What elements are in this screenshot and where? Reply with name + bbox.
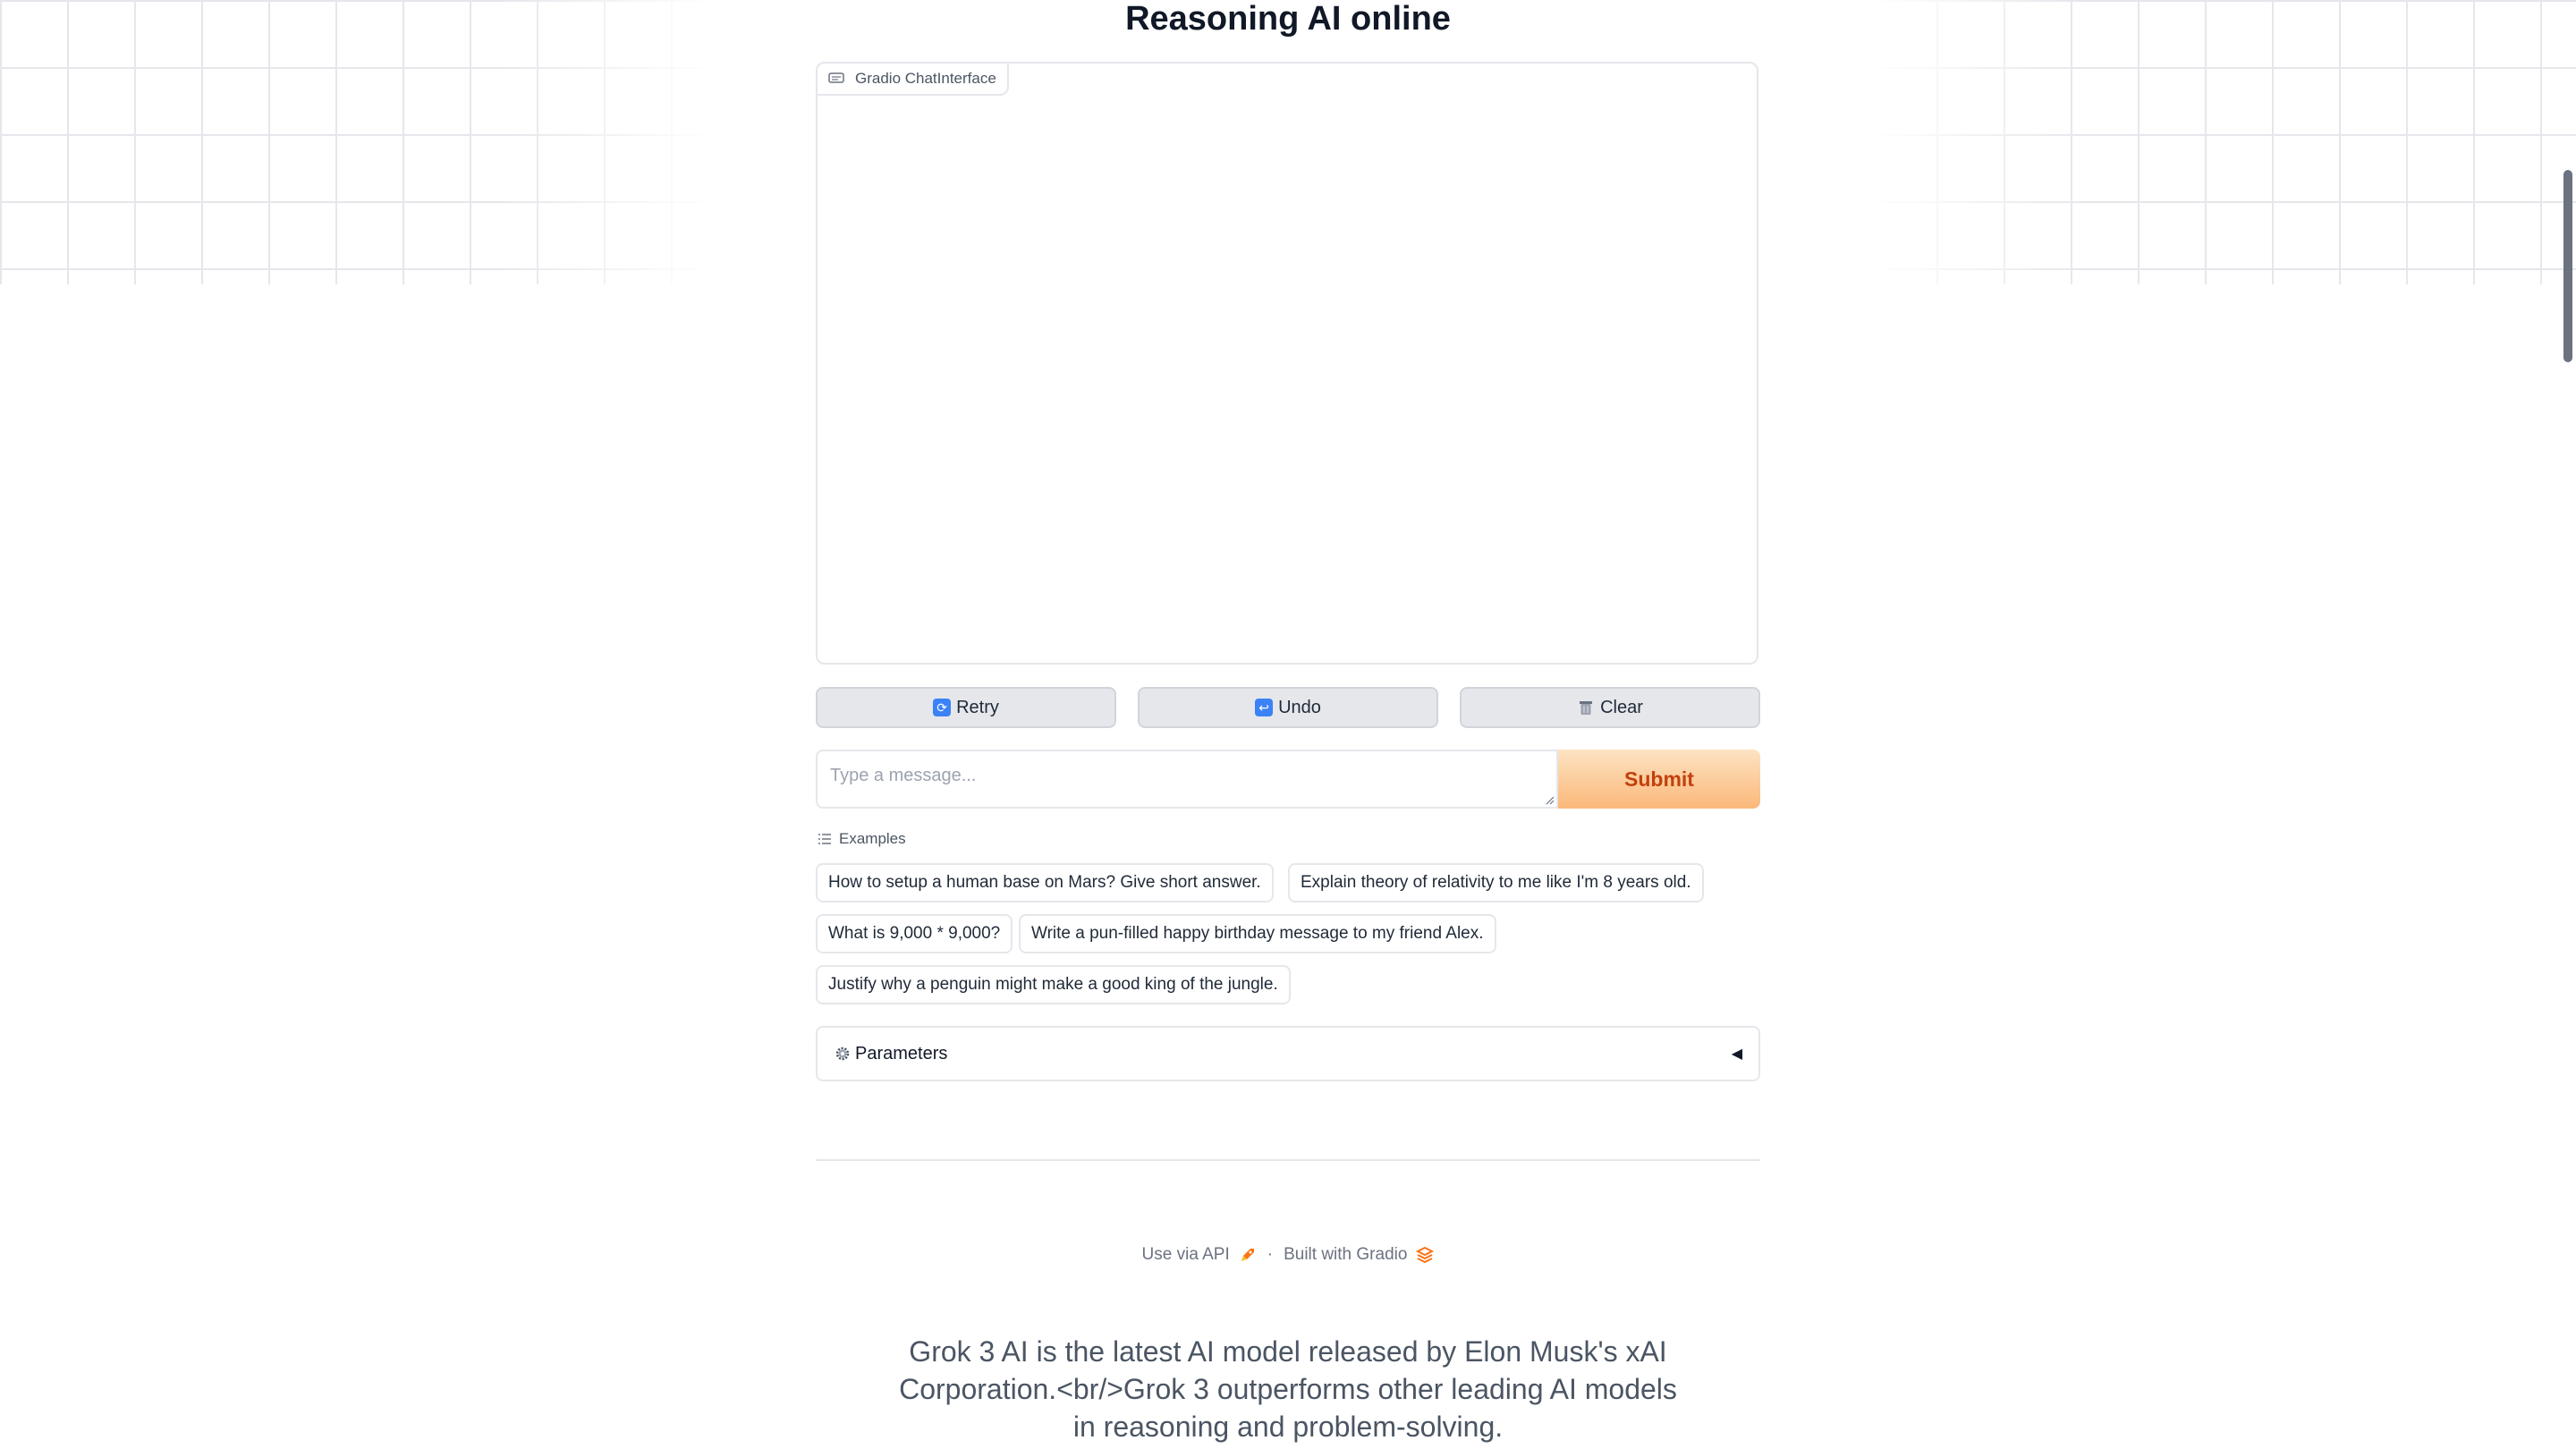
built-with-gradio-link[interactable]	[1284, 1245, 1434, 1265]
chat-bubble-icon	[828, 72, 844, 85]
chatbot-panel	[816, 62, 1758, 665]
page-description: Grok 3 AI is the latest AI model released by Elon Musk's xAI Corporation.<br/>Grok 3 outperforms other leading AI models in reasoning and problem-solving.	[899, 1335, 1677, 1443]
page-scrollbar[interactable]	[2563, 170, 2572, 362]
parameters-label: Parameters	[855, 1043, 948, 1063]
clear-button[interactable]	[1460, 687, 1760, 728]
rocket-icon	[1239, 1246, 1257, 1264]
submit-button[interactable]: Submit	[1558, 750, 1760, 809]
parameters-header	[834, 1044, 947, 1064]
examples-header	[818, 830, 906, 848]
gradio-logo-icon	[1416, 1246, 1434, 1264]
clear-label: Clear	[1600, 697, 1643, 717]
example-item[interactable]: Write a pun-filled happy birthday message to my friend Alex.	[1019, 914, 1496, 953]
list-icon	[818, 833, 832, 845]
gear-icon	[834, 1045, 852, 1063]
chatbot-label-text: Gradio ChatInterface	[855, 70, 996, 87]
example-item[interactable]: How to setup a human base on Mars? Give short answer.	[816, 863, 1274, 902]
example-item[interactable]: Justify why a penguin might make a good king of the jungle.	[816, 965, 1291, 1004]
retry-label: Retry	[956, 697, 999, 717]
trash-icon	[1577, 699, 1595, 716]
footer	[0, 1245, 2576, 1265]
resize-handle-icon[interactable]	[1544, 794, 1555, 805]
retry-button[interactable]	[816, 687, 1116, 728]
message-input[interactable]	[818, 751, 1556, 807]
chatbot-label	[816, 62, 1009, 96]
undo-label: Undo	[1278, 697, 1321, 717]
parameters-accordion[interactable]	[816, 1026, 1760, 1081]
undo-button[interactable]	[1138, 687, 1438, 728]
chat-action-row	[816, 687, 1760, 730]
footer-separator: ·	[1267, 1245, 1274, 1264]
divider	[816, 1159, 1760, 1161]
use-via-api-link[interactable]	[1142, 1245, 1257, 1265]
built-with-gradio-label: Built with Gradio	[1284, 1245, 1408, 1264]
example-item[interactable]: What is 9,000 * 9,000?	[816, 914, 1013, 953]
background-grid-right	[1869, 0, 2576, 284]
example-item[interactable]: Explain theory of relativity to me like I'm 8 years old.	[1288, 863, 1704, 902]
collapse-caret-icon: ◀	[1731, 1046, 1742, 1062]
use-via-api-label: Use via API	[1141, 1245, 1230, 1264]
page-title: Reasoning AI online	[1125, 0, 1451, 38]
background-grid-left	[0, 0, 716, 284]
examples-label: Examples	[839, 830, 906, 847]
undo-icon: ↩	[1255, 699, 1273, 716]
message-input-wrapper	[816, 750, 1558, 809]
retry-icon: ⟳	[933, 699, 951, 716]
